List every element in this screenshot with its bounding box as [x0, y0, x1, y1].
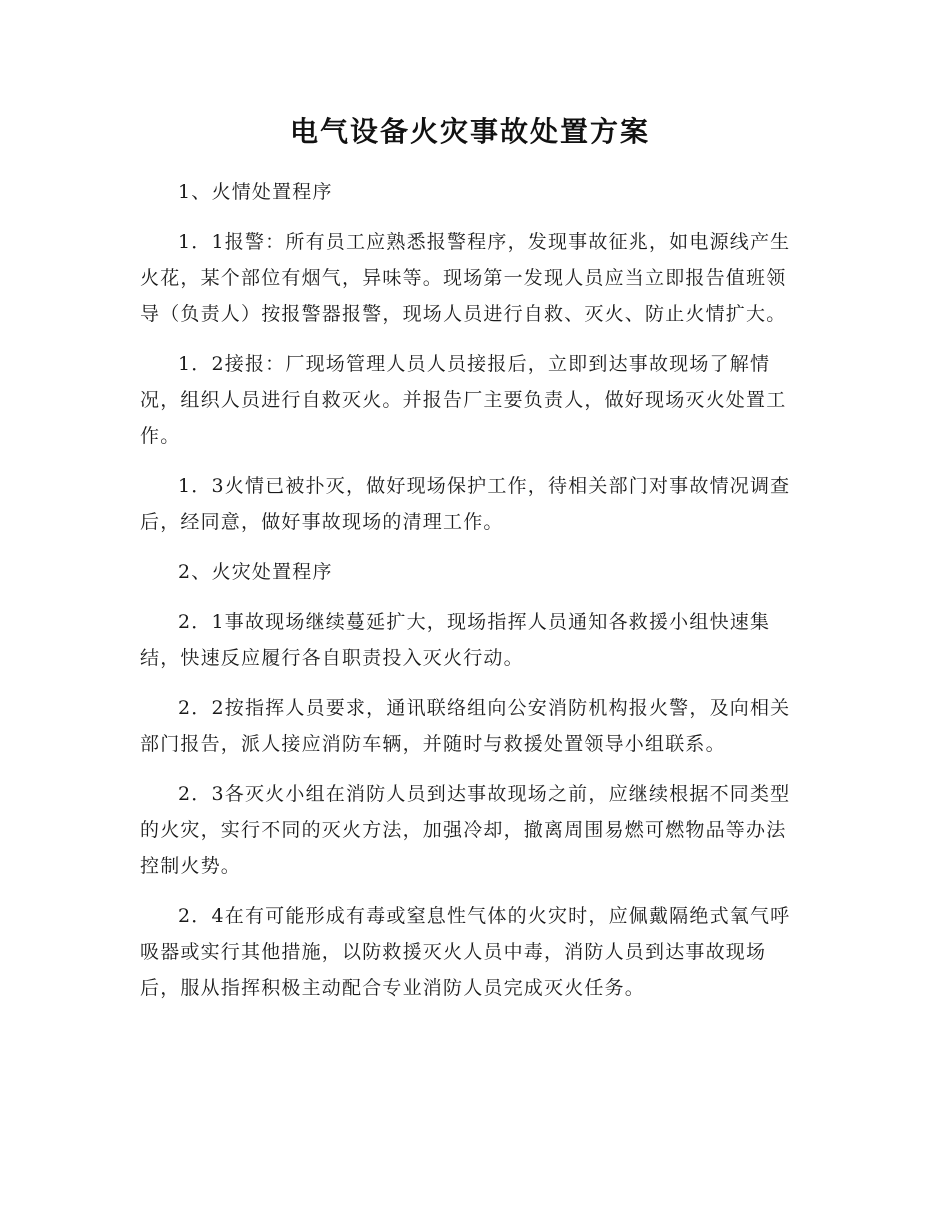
- paragraph-1-2-report: 1．2接报：厂现场管理人员人员接报后，立即到达事故现场了解情况，组织人员进行自救灭火。并报告厂主要负责人，做好现场灭火处置工作。: [140, 353, 787, 447]
- paragraph-2-3-control-fire: 2．3各灭火小组在消防人员到达事故现场之前，应继续根据不同类型的火灾，实行不同的灭火方法，加强冷却，撤离周围易燃可燃物品等办法控制火势。: [140, 783, 791, 877]
- section-heading-fire-disaster: 2、火灾处置程序: [178, 561, 333, 583]
- paragraph-2-1-assemble: 2．1事故现场继续蔓延扩大，现场指挥人员通知各救援小组快速集结，快速反应履行各自职责投入灭火行动。: [140, 611, 771, 669]
- document-page: [140, 108, 800, 1020]
- document-title: 电气设备火灾事故处置方案: [289, 115, 650, 148]
- paragraph-1-1-alarm: 1．1报警：所有员工应熟悉报警程序，发现事故征兆，如电源线产生火花，某个部位有烟气，异味等。现场第一发现人员应当立即报告值班领导（负责人）按报警器报警，现场人员进行自救、灭火、防止火情扩大。: [140, 231, 791, 325]
- paragraph-2-4-toxic-gas: 2．4在有可能形成有毒或窒息性气体的火灾时，应佩戴隔绝式氧气呼吸器或实行其他措施，以防救援灭火人员中毒，消防人员到达事故现场后，服从指挥积极主动配合专业消防人员完成灭火任务。: [140, 905, 791, 999]
- section-heading-fire-situation: 1、火情处置程序: [178, 181, 333, 203]
- paragraph-2-2-call-police: 2．2按指挥人员要求，通讯联络组向公安消防机构报火警，及向相关部门报告，派人接应消防车辆，并随时与救援处置领导小组联系。: [140, 697, 791, 755]
- paragraph-1-3-extinguished: 1．3火情已被扑灭，做好现场保护工作，待相关部门对事故情况调查后，经同意，做好事故现场的清理工作。: [140, 475, 791, 533]
